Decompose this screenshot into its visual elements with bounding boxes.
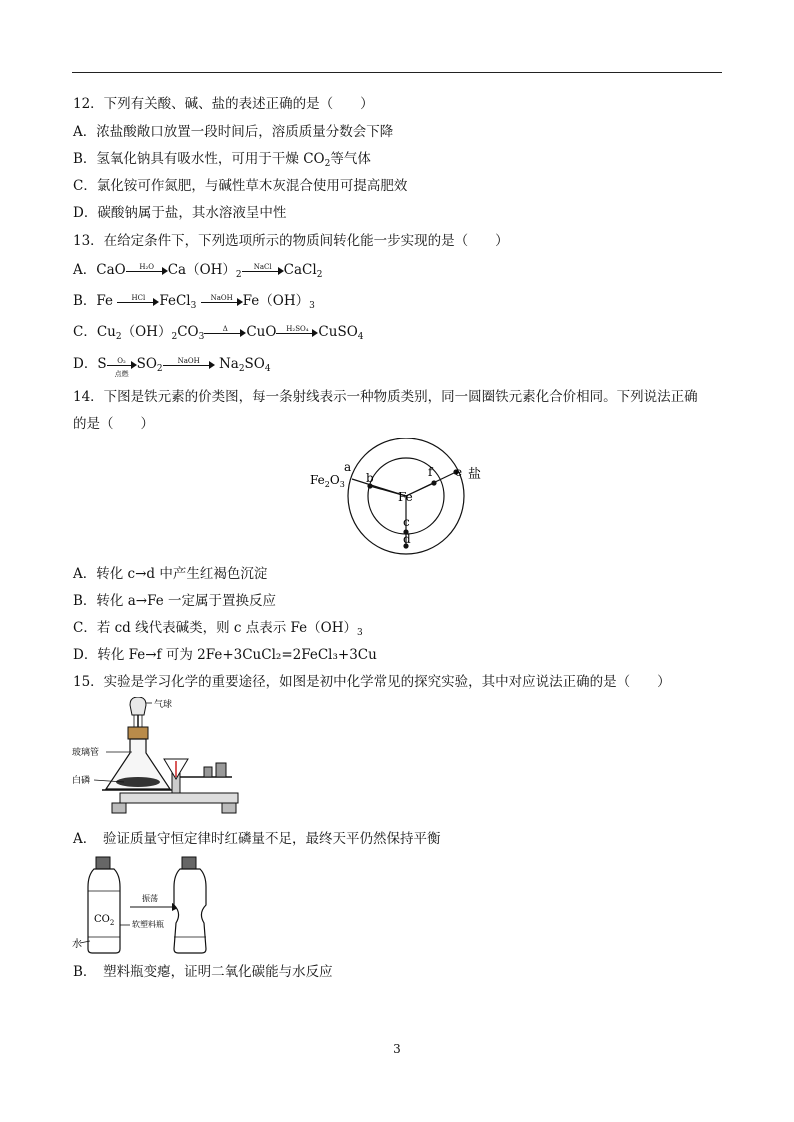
q15-option-b: B． 塑料瓶变瘪，证明二氧化碳能与水反应	[73, 964, 333, 980]
reaction-arrow: HCl	[117, 295, 159, 309]
shake-label: 振荡	[142, 894, 158, 903]
point-a-label: a	[344, 460, 352, 474]
q14-option-a: A．转化 c→d 中产生红褐色沉淀	[73, 566, 268, 582]
point-f-label: f	[428, 465, 433, 479]
point-e-label: e	[455, 465, 463, 479]
q12-option-c: C．氯化铵可作氮肥，与碱性草木灰混合使用可提高肥效	[73, 178, 408, 194]
reaction-arrow: NaOH	[201, 295, 243, 309]
q13-stem: 13．在给定条件下，下列选项所示的物质间转化能一步实现的是（ ）	[73, 233, 509, 249]
q14-stem-line2: 的是（ ）	[73, 416, 154, 432]
point-f	[431, 480, 436, 485]
point-b-label: b	[366, 471, 374, 485]
point-c-label: c	[403, 515, 410, 529]
point-d-label: d	[403, 532, 411, 546]
q12-option-d: D．碳酸钠属于盐，其水溶液呈中性	[73, 205, 287, 221]
q14-option-b: B．转化 a→Fe 一定属于置换反应	[73, 593, 276, 609]
q13-option-c: C．$Cu_2(OH)_2CO_3$ Δ CuO H₂SO₄ CuSO$_4$	[73, 324, 364, 342]
q13-option-b: B．Fe HCl FeCl$_3$ NaOH $Fe(OH)_3$	[73, 293, 315, 311]
q13-option-a: A．CaO H₂O $Ca(OH)_2$ NaCl CaCl$_2$	[73, 262, 323, 280]
header-rule	[72, 72, 722, 73]
reaction-arrow: NaOH	[163, 358, 215, 372]
q13-option-d: D．S O₂ 点燃 $SO_2$ NaOH $Na_2SO_4$	[73, 356, 271, 378]
q15-option-a: A． 验证质量守恒定律时红磷量不足，最终天平仍然保持平衡	[73, 831, 441, 847]
reaction-arrow: Δ	[204, 326, 246, 340]
salt-label: 盐	[468, 467, 482, 482]
reaction-arrow: NaCl	[242, 264, 284, 278]
center-fe-label: Fe	[398, 490, 413, 504]
reaction-arrow: O₂ 点燃	[107, 358, 137, 372]
white-phosphorus-label: 白磷	[72, 776, 91, 786]
reaction-arrow: H₂SO₄	[276, 326, 318, 340]
iron-valence-diagram	[300, 438, 500, 558]
q12-stem: 12．下列有关酸、碱、盐的表述正确的是（ ）	[73, 96, 374, 112]
q15-stem: 15．实验是学习化学的重要途径，如图是初中化学常见的探究实验，其中对应说法正确的是（ ）	[73, 674, 671, 690]
soft-bottle-label: 软塑料瓶	[132, 920, 164, 929]
q14-option-c: C．若 cd 线代表碱类，则 c 点表示 $Fe(OH)_3$	[73, 620, 363, 638]
water-label: 水	[72, 939, 82, 950]
fe2o3-label: $Fe_2O_3$	[310, 473, 345, 489]
q14-option-d: D．转化 Fe→f 可为 2Fe+3CuCl₂=2FeCl₃+3Cu	[73, 647, 377, 663]
mass-conservation-figure	[72, 697, 252, 822]
co2-bottle-figure	[72, 853, 222, 956]
co2-label: $CO_2$	[94, 914, 115, 927]
q12-option-b: B．氢氧化钠具有吸水性，可用于干燥 $CO_2$等气体	[73, 151, 371, 169]
glass-tube-label: 玻璃管	[72, 748, 100, 758]
q12-option-a: A．浓盐酸敞口放置一段时间后，溶质质量分数会下降	[73, 124, 394, 140]
reaction-arrow: H₂O	[126, 264, 168, 278]
q14-stem-line1: 14．下图是铁元素的价类图，每一条射线表示一种物质类别，同一圆圈铁元素化合价相同。下列说法正确	[73, 389, 698, 405]
page-number: 3	[393, 1042, 401, 1056]
balloon-label: 气球	[154, 700, 173, 710]
